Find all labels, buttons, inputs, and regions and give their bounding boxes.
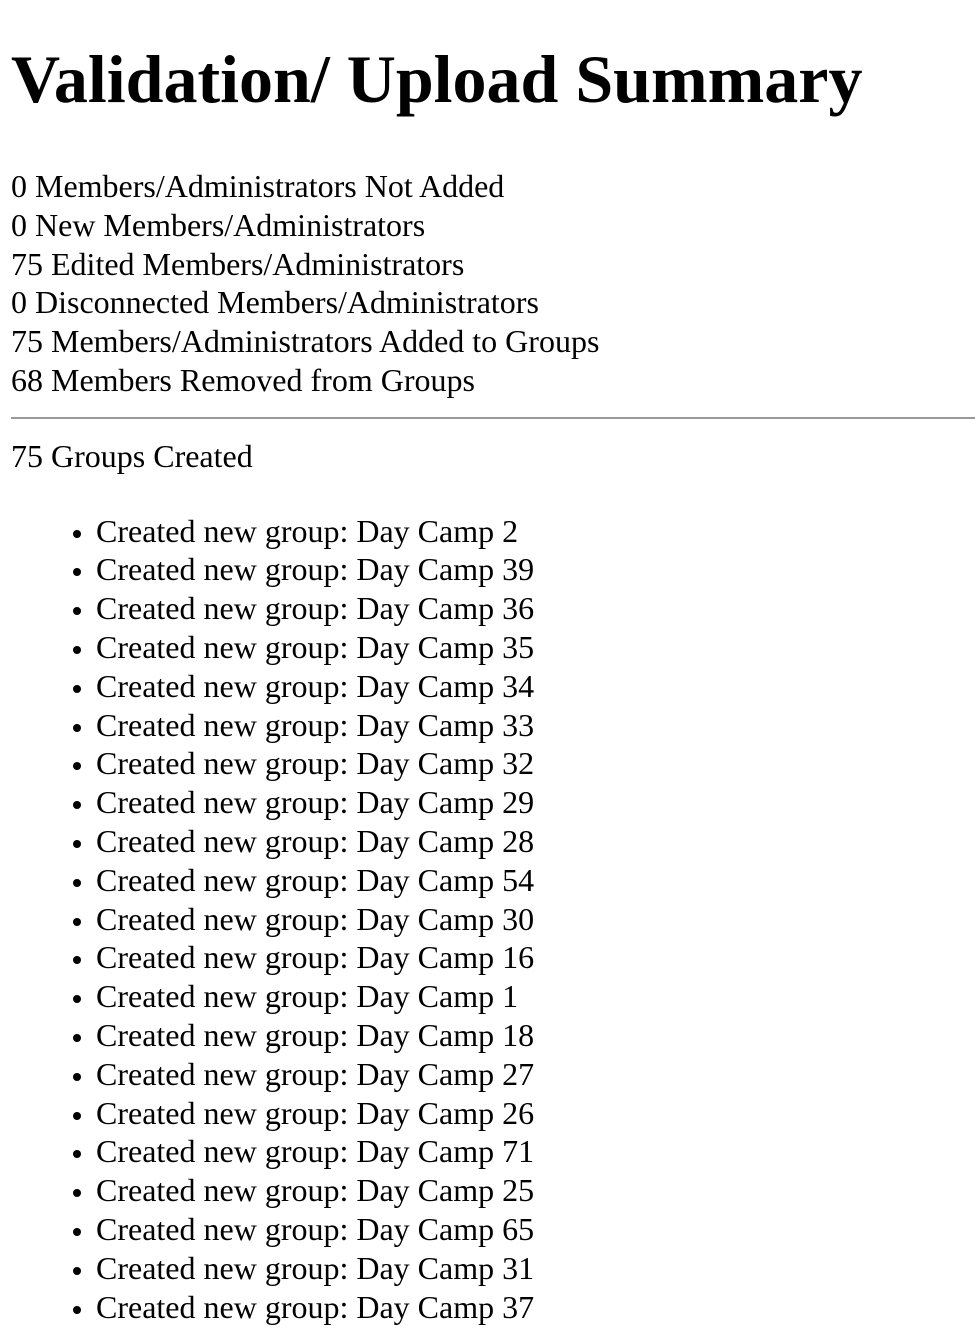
list-item: • Created new group: Day Camp 30 (96, 900, 975, 939)
list-item: • Created new group: Day Camp 37 (96, 1288, 975, 1327)
groups-created-count: 75 Groups Created (11, 437, 253, 474)
list-item: • Created new group: Day Camp 33 (96, 706, 975, 745)
list-item: • Created new group: Day Camp 28 (96, 822, 975, 861)
list-item: • Created new group: Day Camp 54 (96, 861, 975, 900)
stat-added-to-groups: 75 Members/Administrators Added to Groups (11, 323, 600, 360)
stat-new: 0 New Members/Administrators (11, 206, 426, 243)
list-item: • Created new group: Day Camp 31 (96, 1249, 975, 1288)
list-item: • Created new group: Day Camp 36 (96, 589, 975, 628)
stat-not-added: 0 Members/Administrators Not Added (11, 168, 505, 204)
list-item: • Created new group: Day Camp 25 (96, 1171, 975, 1210)
list-item: • Created new group: Day Camp 26 (96, 1094, 975, 1133)
list-item: • Created new group: Day Camp 29 (96, 783, 975, 822)
list-item: • Created new group: Day Camp 27 (96, 1055, 975, 1094)
stats-section (11, 167, 975, 400)
stat-removed-from-groups: 68 Members Removed from Groups (11, 361, 475, 398)
list-item: • Created new group: Day Camp 34 (96, 667, 975, 706)
list-item: • Created new group: Day Camp 18 (96, 1016, 975, 1055)
list-item: • Created new group: Day Camp 16 (96, 938, 975, 977)
section-divider (11, 417, 975, 419)
list-item: • Created new group: Day Camp 39 (96, 550, 975, 589)
stat-disconnected: 0 Disconnected Members/Administrators (11, 284, 539, 321)
stat-edited: 75 Edited Members/Administrators (11, 245, 465, 282)
list-item: • Created new group: Day Camp 1 (96, 977, 975, 1016)
created-groups-list (11, 512, 975, 1327)
page-title: Validation/ Upload Summary (11, 41, 863, 117)
list-item: • Created new group: Day Camp 32 (96, 744, 975, 783)
list-item: • Created new group: Day Camp 2 (96, 512, 975, 551)
list-item: • Created new group: Day Camp 65 (96, 1210, 975, 1249)
list-item: • Created new group: Day Camp 71 (96, 1132, 975, 1171)
summary-page (11, 0, 975, 1326)
list-item: • Created new group: Day Camp 35 (96, 628, 975, 667)
